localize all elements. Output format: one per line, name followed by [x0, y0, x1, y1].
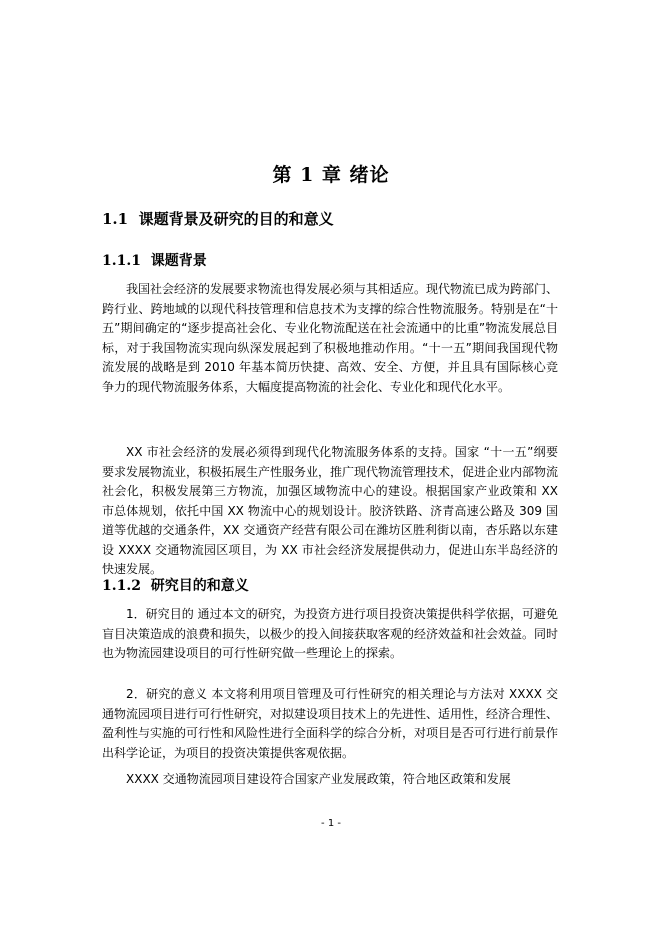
paragraph: 2．研究的意义 本文将利用项目管理及可行性研究的相关理论与方法对 XXXX 交通物流园项目进行可行性研究，对拟建设项目技术上的先进性、适用性，经济合理性、盈利性与实施的可行性和风险性进行全面科学的综合分析，对项目是否可行进行前景作出科学论证，为项目的投资决策提供客观依据。 — [102, 687, 559, 760]
paragraph: XXXX 交通物流园项目建设符合国家产业发展政策，符合地区政策和发展 — [126, 772, 511, 786]
subsection-heading-background — [102, 250, 207, 270]
section-number: 1.1 — [102, 210, 129, 228]
paragraph: 1．研究目的 通过本文的研究，为投资方进行项目投资决策提供科学依据，可避免盲目决策造成的浪费和损失，以极少的投入间接获取客观的经济效益和社会效益。同时也为物流园建设项目的可行性研究做一些理论上的探索。 — [102, 607, 559, 660]
chapter-title: 第 1 章 绪论 — [272, 164, 390, 186]
subsection-title: 研究目的和意义 — [150, 578, 249, 594]
section-heading — [102, 208, 334, 229]
paragraph: 我国社会经济的发展要求物流也得发展必须与其相适应。现代物流已成为跨部门、跨行业、跨地域的以现代科技管理和信息技术为支撑的综合性物流服务。特别是在“十五”期间确定的“逐步提高社会化、专业化物流配送在社会流通中的比重”物流发展总目标，对于我国物流实现向纵深发展起到了积极地推动作用。“十一五”期间我国现代物流发展的战略是到 2010 年基本简历快捷、高效、安全、方便，并且具有国际核心竞争力的现代物流服务体系，大幅度提高物流的社会化、专业化和现代化水平。 — [102, 282, 559, 394]
page-number: - 1 - — [321, 818, 341, 829]
paragraph: XX 市社会经济的发展必须得到现代化物流服务体系的支持。国家 “十一五”纲要要求发展物流业，积极拓展生产性服务业，推广现代物流管理技术，促进企业内部物流社会化，积极发展第三方物流，加强区域物流中心的建设。根据国家产业政策和 XX 市总体规划，依托中国 XX 物流中心的规划设计。胶济铁路、济青高速公路及 309 国道等优越的交通条件，XX 交通资产经营有限公司在潍坊区胜利街以南，杏乐路以东建设 XXXX 交通物流园区项目，为 XX 市社会经济发展提供动力，促进山东半岛经济的快速发展。 — [102, 445, 559, 576]
subsection-number: 1.1.1 — [102, 253, 141, 269]
subsection-number: 1.1.2 — [102, 578, 141, 594]
section-title: 课题背景及研究的目的和意义 — [138, 210, 334, 228]
subsection-title: 课题背景 — [150, 253, 207, 269]
subsection-heading-purpose — [102, 575, 249, 595]
